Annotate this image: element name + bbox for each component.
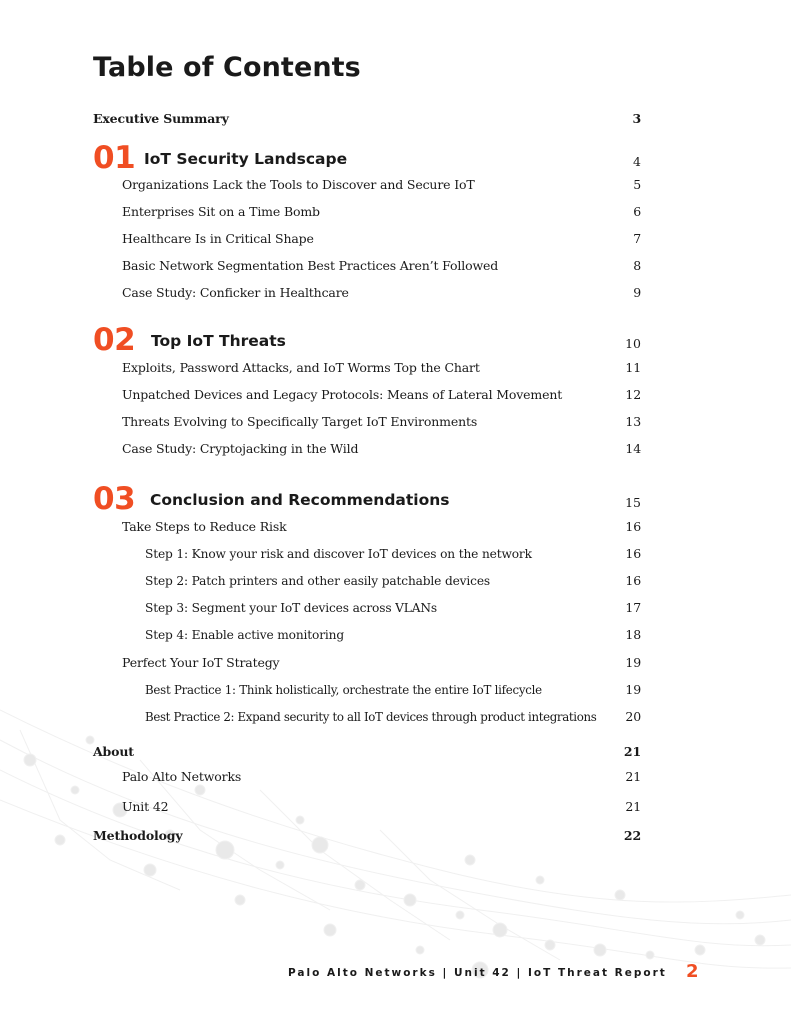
section-number: 02 — [93, 322, 136, 358]
toc-page-number: 11 — [625, 360, 641, 375]
toc-entry[interactable] — [93, 796, 641, 818]
page-title: Table of Contents — [93, 52, 361, 83]
toc-section-03[interactable] — [93, 482, 641, 516]
toc-section-01[interactable] — [93, 141, 641, 175]
toc-page-number: 7 — [633, 231, 641, 246]
toc-page-number: 21 — [623, 744, 641, 759]
toc-page-number: 16 — [625, 519, 641, 534]
toc-page-number: 16 — [625, 546, 641, 561]
toc-entry-label[interactable]: About — [93, 744, 134, 759]
toc-entry-label[interactable]: Step 3: Segment your IoT devices across VLANs — [145, 601, 438, 615]
toc-entry-label[interactable]: Threats Evolving to Specifically Target IoT Environments — [122, 414, 478, 429]
toc-entry-label[interactable]: Best Practice 1: Think holistically, orchestrate the entire IoT lifecycle — [145, 683, 542, 697]
toc-entry[interactable] — [93, 201, 641, 223]
toc-entry-label[interactable]: Step 2: Patch printers and other easily patchable devices — [145, 574, 490, 588]
page-footer: Palo Alto Networks | Unit 42 | IoT Threat Report — [288, 967, 667, 979]
toc-entry-label[interactable]: Methodology — [93, 828, 183, 843]
toc-subentry[interactable] — [93, 597, 641, 619]
toc-entry[interactable] — [93, 384, 641, 406]
toc-entry[interactable] — [93, 516, 641, 538]
toc-entry[interactable] — [93, 766, 641, 788]
toc-entry-label[interactable]: Organizations Lack the Tools to Discover and Secure IoT — [122, 177, 475, 192]
toc-entry-label[interactable]: Take Steps to Reduce Risk — [122, 519, 287, 534]
toc-entry[interactable] — [93, 357, 641, 379]
toc-entry[interactable] — [93, 174, 641, 196]
toc-page-number: 17 — [625, 600, 641, 615]
toc-page-number: 16 — [625, 573, 641, 588]
toc-entry-methodology[interactable] — [93, 825, 641, 847]
toc-section-02[interactable] — [93, 323, 641, 357]
toc-entry-label[interactable]: Perfect Your IoT Strategy — [122, 655, 280, 670]
toc-entry[interactable] — [93, 255, 641, 277]
toc-entry-about[interactable] — [93, 741, 641, 763]
section-number: 03 — [93, 481, 136, 517]
toc-page-number: 21 — [625, 769, 641, 784]
toc-entry-label[interactable]: Executive Summary — [93, 111, 229, 126]
toc-entry[interactable] — [93, 282, 641, 304]
section-title[interactable]: Top IoT Threats — [151, 332, 286, 350]
toc-subentry[interactable] — [93, 624, 641, 646]
toc-page-number: 22 — [623, 828, 641, 843]
toc-page-number: 20 — [625, 709, 641, 724]
toc-entry-label[interactable]: Step 4: Enable active monitoring — [145, 628, 344, 642]
page-number: 2 — [686, 961, 699, 982]
toc-page-number: 8 — [633, 258, 641, 273]
toc-entry[interactable] — [93, 652, 641, 674]
section-number: 01 — [93, 140, 136, 176]
toc-subentry[interactable] — [93, 679, 641, 701]
toc-page-number: 18 — [625, 627, 641, 642]
toc-entry-label[interactable]: Case Study: Cryptojacking in the Wild — [122, 441, 359, 456]
section-title[interactable]: IoT Security Landscape — [144, 150, 348, 168]
toc-subentry[interactable] — [93, 570, 641, 592]
toc-page-number: 13 — [625, 414, 641, 429]
toc-page-number: 15 — [625, 495, 641, 510]
toc-page-number: 19 — [625, 655, 641, 670]
toc-entry-label[interactable]: Exploits, Password Attacks, and IoT Worms Top the Chart — [122, 360, 480, 375]
toc-page-number: 12 — [625, 387, 641, 402]
toc-page-number: 5 — [633, 177, 641, 192]
toc-page-number: 9 — [633, 285, 641, 300]
toc-subentry[interactable] — [93, 706, 641, 728]
toc-entry-label[interactable]: Healthcare Is in Critical Shape — [122, 231, 314, 246]
section-title[interactable]: Conclusion and Recommendations — [150, 491, 450, 509]
toc-entry-label[interactable]: Best Practice 2: Expand security to all IoT devices through product integrations — [145, 710, 597, 724]
toc-entry-label[interactable]: Unit 42 — [122, 799, 169, 814]
toc-page-number: 4 — [633, 154, 641, 169]
toc-subentry[interactable] — [93, 543, 641, 565]
toc-entry-label[interactable]: Palo Alto Networks — [122, 769, 242, 784]
toc-page-number: 10 — [625, 336, 641, 351]
toc-page-number: 14 — [625, 441, 641, 456]
toc-entry-label[interactable]: Basic Network Segmentation Best Practices Aren’t Followed — [122, 258, 499, 273]
toc-page-number: 3 — [632, 111, 641, 126]
toc-entry[interactable] — [93, 438, 641, 460]
toc-entry[interactable] — [93, 411, 641, 433]
toc-entry[interactable] — [93, 228, 641, 250]
toc-entry-label[interactable]: Case Study: Conficker in Healthcare — [122, 285, 349, 300]
toc-entry-executive-summary[interactable] — [93, 108, 641, 130]
toc-entry-label[interactable]: Step 1: Know your risk and discover IoT devices on the network — [145, 547, 532, 561]
toc-page-number: 19 — [625, 682, 641, 697]
toc-entry-label[interactable]: Unpatched Devices and Legacy Protocols: Means of Lateral Movement — [122, 387, 563, 402]
toc-page-number: 21 — [625, 799, 641, 814]
toc-page-number: 6 — [633, 204, 641, 219]
toc-entry-label[interactable]: Enterprises Sit on a Time Bomb — [122, 204, 320, 219]
